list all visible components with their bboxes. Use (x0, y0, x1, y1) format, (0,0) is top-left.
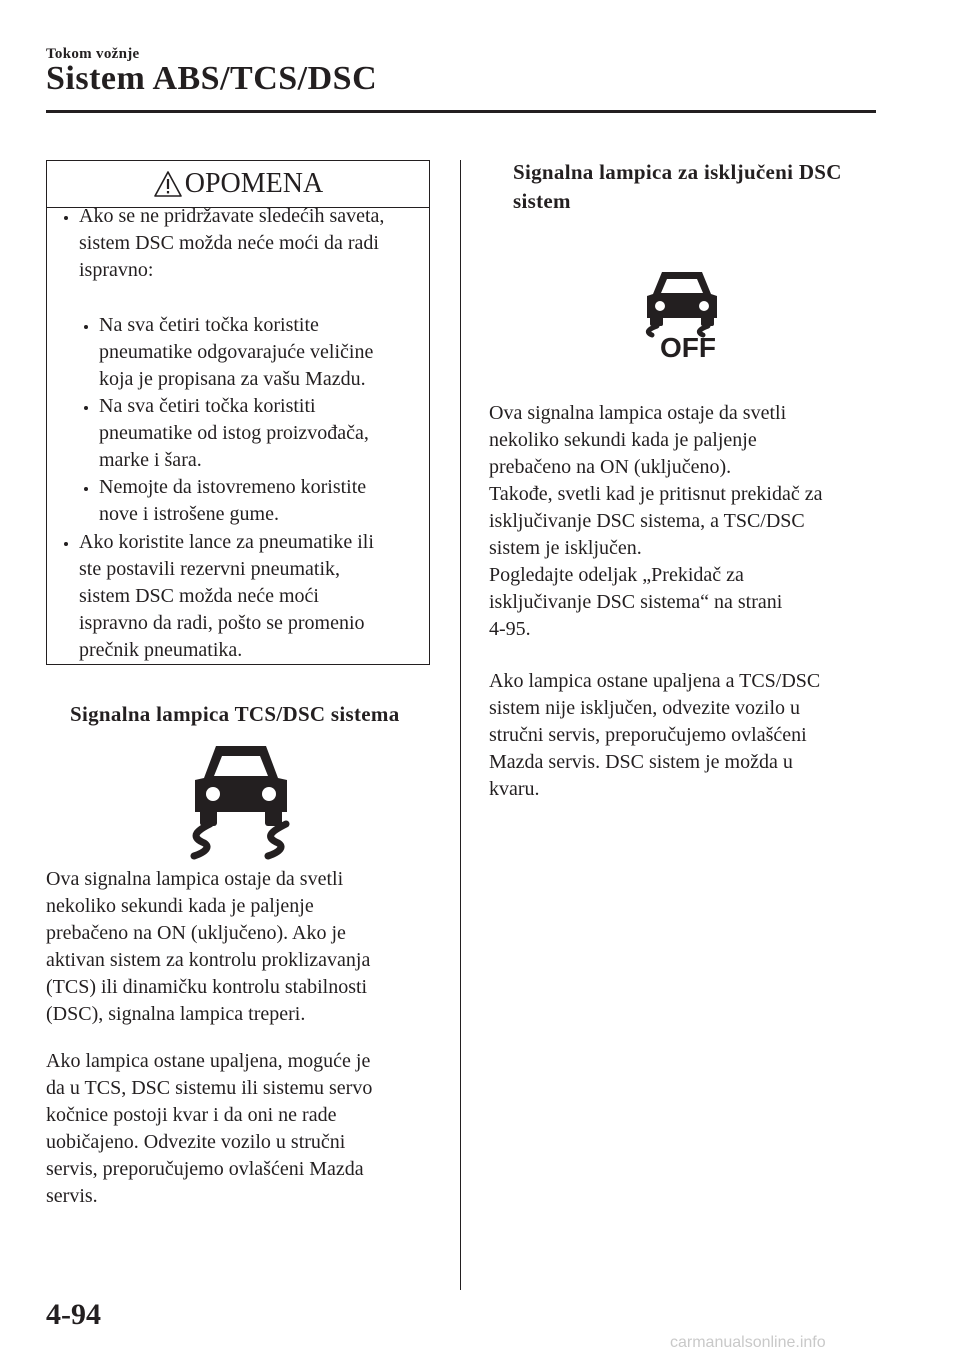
warning-box (46, 160, 430, 665)
section-label: Tokom vožnje (46, 46, 140, 62)
dsc-off-icon-text: OFF (660, 332, 716, 360)
bullet-dot (64, 216, 68, 220)
warning-header (47, 161, 429, 208)
header-rule (46, 110, 876, 113)
chapter-title: Sistem ABS/TCS/DSC (46, 60, 378, 97)
warning-sub-bullet-2-text: Na sva četiri točka koristiti pneumatike od istog proizvođača, marke i šara. (99, 395, 369, 471)
column-divider (460, 160, 461, 1290)
warning-title: OPOMENA (184, 168, 324, 199)
warning-bullet-2-text: Ako koristite lance za pneumatike ili ste postavili rezervni pneumatik, sistem DSC možda neće moći ispravno da radi, pošto se promenio prečnik pneumatika. (79, 531, 374, 661)
warning-sub-bullet-2 (99, 393, 424, 474)
dsc-off-icon (640, 268, 736, 360)
warning-sub-bullet-1 (99, 312, 424, 393)
watermark: carmanualsonline.info (670, 1334, 826, 1351)
warning-sub-bullet-1-text: Na sva četiri točka koristite pneumatike odgovarajuće veličine koja je propisana za vašu Mazdu. (99, 314, 374, 390)
bullet-dot (84, 487, 88, 491)
warning-sub-bullet-3 (99, 474, 424, 528)
dsc-off-paragraph-2: Ako lampica ostane upaljena a TCS/DSC sistem nije isključen, odvezite vozilo u stručni servis, preporučujemo ovlašćeni Mazda servis. DSC sistem je možda u kvaru. (489, 670, 821, 800)
warning-bullet-1-text: Ako se ne pridržavate sledećih saveta, sistem DSC možda neće moći da radi ispravno: (79, 205, 385, 281)
tcs-dsc-skid-car-icon (186, 738, 296, 860)
warning-bullet-2 (79, 529, 424, 664)
warning-sub-bullet-3-text: Nemojte da istovremeno koristite nove i istrošene gume. (99, 476, 367, 525)
warning-bullet-1 (79, 203, 424, 284)
dsc-off-paragraph-1: Ova signalna lampica ostaje da svetli nekoliko sekundi kada je paljenje prebačeno na ON (uključeno). Takođe, svetli kad je pritisnut prekidač za isključivanje DSC sistema, a TSC/DSC sistem je isključen. Pogledajte odeljak „Prekidač za isključivanje DSC sistema“ na strani 4-95. (489, 402, 823, 640)
bullet-dot (84, 325, 88, 329)
tcs-paragraph-2: Ako lampica ostane upaljena, moguće je da u TCS, DSC sistemu ili sistemu servo kočnice postoji kvar i da oni ne rade uobičajeno. Odvezite vozilo u stručni servis, preporučujemo ovlašćeni Mazda servis. (46, 1050, 373, 1207)
tcs-paragraph-1: Ova signalna lampica ostaje da svetli nekoliko sekundi kada je paljenje prebačeno na ON (uključeno). Ako je aktivan sistem za kontrolu proklizavanja (TCS) ili dinamičku kontrolu stabilnosti (DSC), signalna lampica treperi. (46, 868, 371, 1025)
warning-triangle-icon (153, 170, 183, 198)
page-number: 4-94 (46, 1298, 101, 1331)
bullet-dot (64, 542, 68, 546)
dsc-off-section-heading: Signalna lampica za isključeni DSC sistem (513, 160, 842, 213)
tcs-section-heading: Signalna lampica TCS/DSC sistema (70, 702, 400, 726)
bullet-dot (84, 406, 88, 410)
